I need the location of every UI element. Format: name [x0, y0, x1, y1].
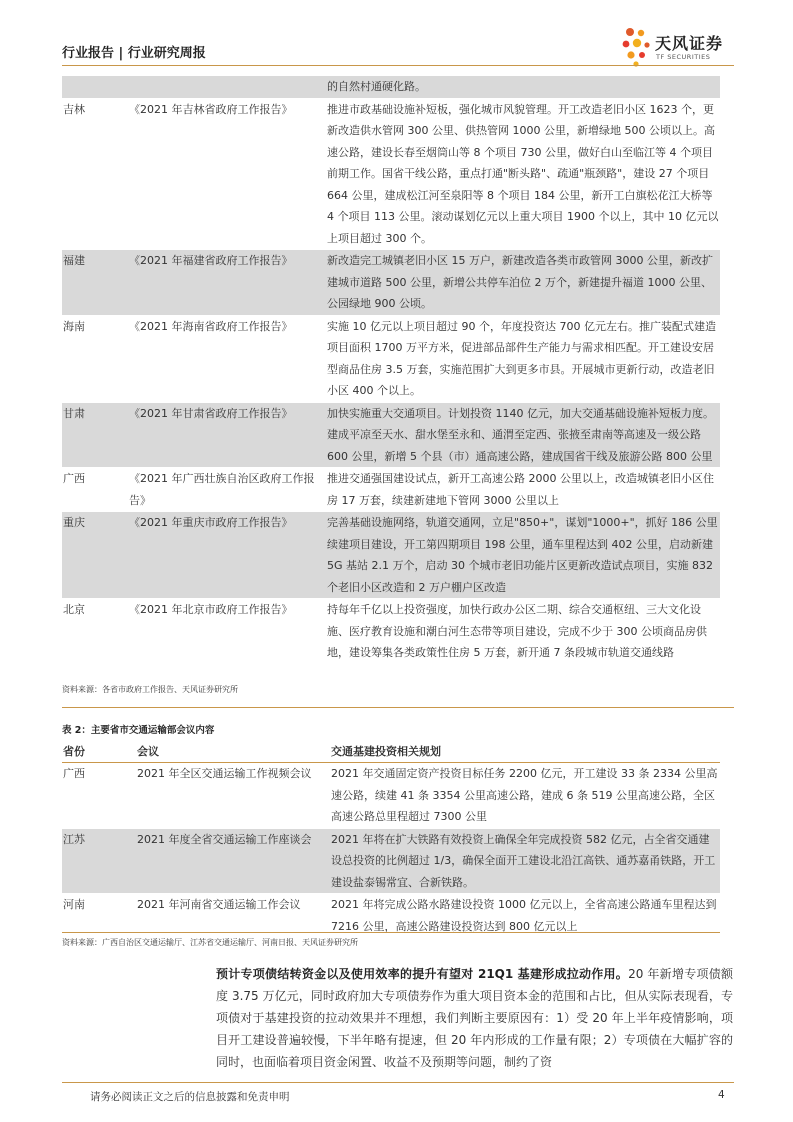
report-cell: 《2021 年广西壮族自治区政府工作报告》 — [129, 472, 315, 507]
transport-meeting-table — [62, 741, 720, 938]
content-cell: 新改造完工城镇老旧小区 15 万户，新建改造各类市政管网 3000 公里，新改扩建城市道路 500 公里，新增公共停车泊位 2 万个，新建提升福道 1000 公里、公园绿地 900 公顷。 — [323, 250, 720, 316]
report-cell: 《2021 年北京市政府工作报告》 — [129, 603, 293, 616]
report-cell: 《2021 年重庆市政府工作报告》 — [129, 512, 323, 599]
province-cell: 重庆 — [62, 512, 129, 599]
report-cell — [129, 76, 323, 98]
paragraph-lead: 预计专项债结转资金以及使用效率的提升有望对 21Q1 基建形成拉动作用。 — [216, 967, 629, 981]
plan-cell: 2021 年将完成公路水路建设投资 1000 亿元以上，全省高速公路通车里程达到 7216 公里，高速公路建设投资达到 800 亿元以上 — [331, 898, 717, 933]
content-cell: 实施 10 亿元以上项目超过 90 个，年度投资达 700 亿元左右。推广装配式建造项目面积 1700 万平方米，促进部品部件生产能力与需求相匹配。开工建设安居型商品住房 3.5 万套，实施范围扩大到更多市县。开展城市更新行动，改造老旧小区 400 个以上。 — [327, 319, 716, 397]
table-row — [62, 512, 720, 599]
table-row — [62, 98, 720, 250]
paragraph-body: 20 年新增专项债额度 3.75 万亿元，同时政府加大专项债券作为重大项目资本金的范围和占比，但从实际表现看，专项债对于基建投资的拉动效果并不理想，我们判断主要原因有：1）受 20 年上半年疫情影响，项目开工建设普遍较慢，下半年略有提速，但 20 年内形成的工作量有限；2）专项债在大幅扩容的同时，也面临着项目资金闲置、收益不及预期等问题，制约了资 — [216, 967, 733, 1069]
province-cell: 江苏 — [62, 828, 137, 894]
table2-header-province: 省份 — [62, 741, 137, 763]
plan-cell: 2021 年将在扩大铁路有效投资上确保全年完成投资 582 亿元，占全省交通建设总投资的比例超过 1/3，确保全面开工建设北沿江高铁、通苏嘉甬铁路，开工建设盐泰锡常宜、合新铁路。 — [327, 828, 720, 894]
table-row — [62, 894, 720, 938]
province-cell: 甘肃 — [62, 402, 129, 468]
company-logo — [620, 24, 740, 70]
table2-bottom-divider — [62, 932, 720, 933]
logo-icon — [620, 24, 652, 68]
plan-cell: 2021 年交通固定资产投资目标任务 2200 亿元，开工建设 33 条 2334 公里高速公路，续建 41 条 3354 公里高速公路，建成 6 条 519 公里高速公路，全区高速公路总里程超过 7300 公里 — [331, 767, 718, 823]
report-cell: 《2021 年吉林省政府工作报告》 — [129, 102, 293, 116]
provincial-report-table — [62, 76, 720, 665]
province-cell: 广西 — [63, 472, 85, 485]
table1-source: 资料来源：各省市政府工作报告、天风证券研究所 — [62, 685, 238, 694]
analysis-paragraph — [216, 963, 733, 1073]
province-cell: 福建 — [62, 250, 129, 316]
table2-top-divider — [62, 707, 734, 708]
report-cell: 《2021 年海南省政府工作报告》 — [129, 319, 293, 333]
table-row — [62, 402, 720, 468]
table-row — [62, 763, 720, 829]
table-row — [62, 250, 720, 316]
report-cell: 《2021 年甘肃省政府工作报告》 — [129, 402, 323, 468]
content-cell: 完善基础设施网络，轨道交通网，立足"850+"，谋划"1000+"，抓好 186 公里续建项目建设，开工第四期项目 198 公里，通车里程达到 402 公里，启动新建 5G 基站 2.1 万个，启动 30 个城市老旧功能片区更新改造试点项目，实施 832 个老旧小区改造和 2 万户棚户区改造 — [323, 512, 720, 599]
meeting-cell: 2021 年度全省交通运输工作座谈会 — [137, 828, 327, 894]
header-divider — [62, 65, 734, 66]
province-cell: 广西 — [63, 767, 85, 780]
content-cell: 的自然村通硬化路。 — [323, 76, 720, 98]
logo-text-en: TF SECURITIES — [656, 53, 711, 61]
province-cell: 北京 — [63, 603, 85, 616]
content-cell: 加快实施重大交通项目。计划投资 1140 亿元，加大交通基础设施补短板力度。建成平凉至天水、甜水堡至永和、通渭至定西、张掖至肃南等高速及一级公路 600 公里，新增 5 个县（市）通高速公路，建成国省干线及旅游公路 800 公里 — [323, 402, 720, 468]
table-row — [62, 315, 720, 402]
province-cell: 吉林 — [63, 102, 85, 116]
content-cell: 推进交通强国建设试点，新开工高速公路 2000 公里以上，改造城镇老旧小区住房 17 万套，续建新建地下管网 3000 公里以上 — [327, 472, 714, 507]
content-cell: 推进市政基础设施补短板，强化城市风貌管理。开工改造老旧小区 1623 个，更新改造供水管网 300 公里、供热管网 1000 公里，新增绿地 500 公顷以上。高速公路，建设长春至烟筒山等 8 个项目 730 公里，做好白山至临江等 4 个项目前期工作。国省干线公路，重点打通"断头路"、疏通"瓶颈路"，建设 27 个项目 664 公里，建成松江河至泉阳等 8 个项目 184 公里，新开工白旗松花江大桥等 4 个项目 113 公里。滚动谋划亿元以上重大项目 1900 个以上，其中 10 亿元以上项目超过 300 个。 — [327, 102, 719, 245]
meeting-cell: 2021 年全区交通运输工作视频会议 — [137, 767, 312, 780]
province-cell: 海南 — [63, 319, 85, 333]
province-cell: 河南 — [63, 898, 85, 911]
table2-header-meeting: 会议 — [137, 741, 327, 763]
meeting-cell: 2021 年河南省交通运输工作会议 — [137, 898, 301, 911]
table-row — [62, 599, 720, 665]
report-header-title: 行业报告 | 行业研究周报 — [62, 46, 206, 61]
table2-header-row — [62, 741, 720, 763]
province-cell — [62, 76, 129, 98]
page-number: 4 — [718, 1089, 725, 1101]
table2-header-plan: 交通基建投资相关规划 — [327, 741, 720, 763]
report-cell: 《2021 年福建省政府工作报告》 — [129, 250, 323, 316]
content-cell: 持每年千亿以上投资强度，加快行政办公区二期、综合交通枢纽、三大文化设施、医疗教育设施和潮白河生态带等项目建设，完成不少于 300 公顷商品房供地，建设筹集各类政策性住房 5 万套，新开通 7 条段城市轨道交通线路 — [327, 603, 707, 659]
table2-caption: 表 2：主要省市交通运输部会议内容 — [62, 725, 215, 736]
table-row — [62, 828, 720, 894]
table-row — [62, 468, 720, 512]
table-row — [62, 76, 720, 98]
logo-text-cn: 天风证券 — [655, 34, 724, 53]
table2-source: 资料来源：广西自治区交通运输厅、江苏省交通运输厅、河南日报、天风证券研究所 — [62, 938, 358, 947]
footer-divider — [62, 1082, 734, 1083]
footer-disclaimer: 请务必阅读正文之后的信息披露和免责申明 — [90, 1091, 290, 1103]
